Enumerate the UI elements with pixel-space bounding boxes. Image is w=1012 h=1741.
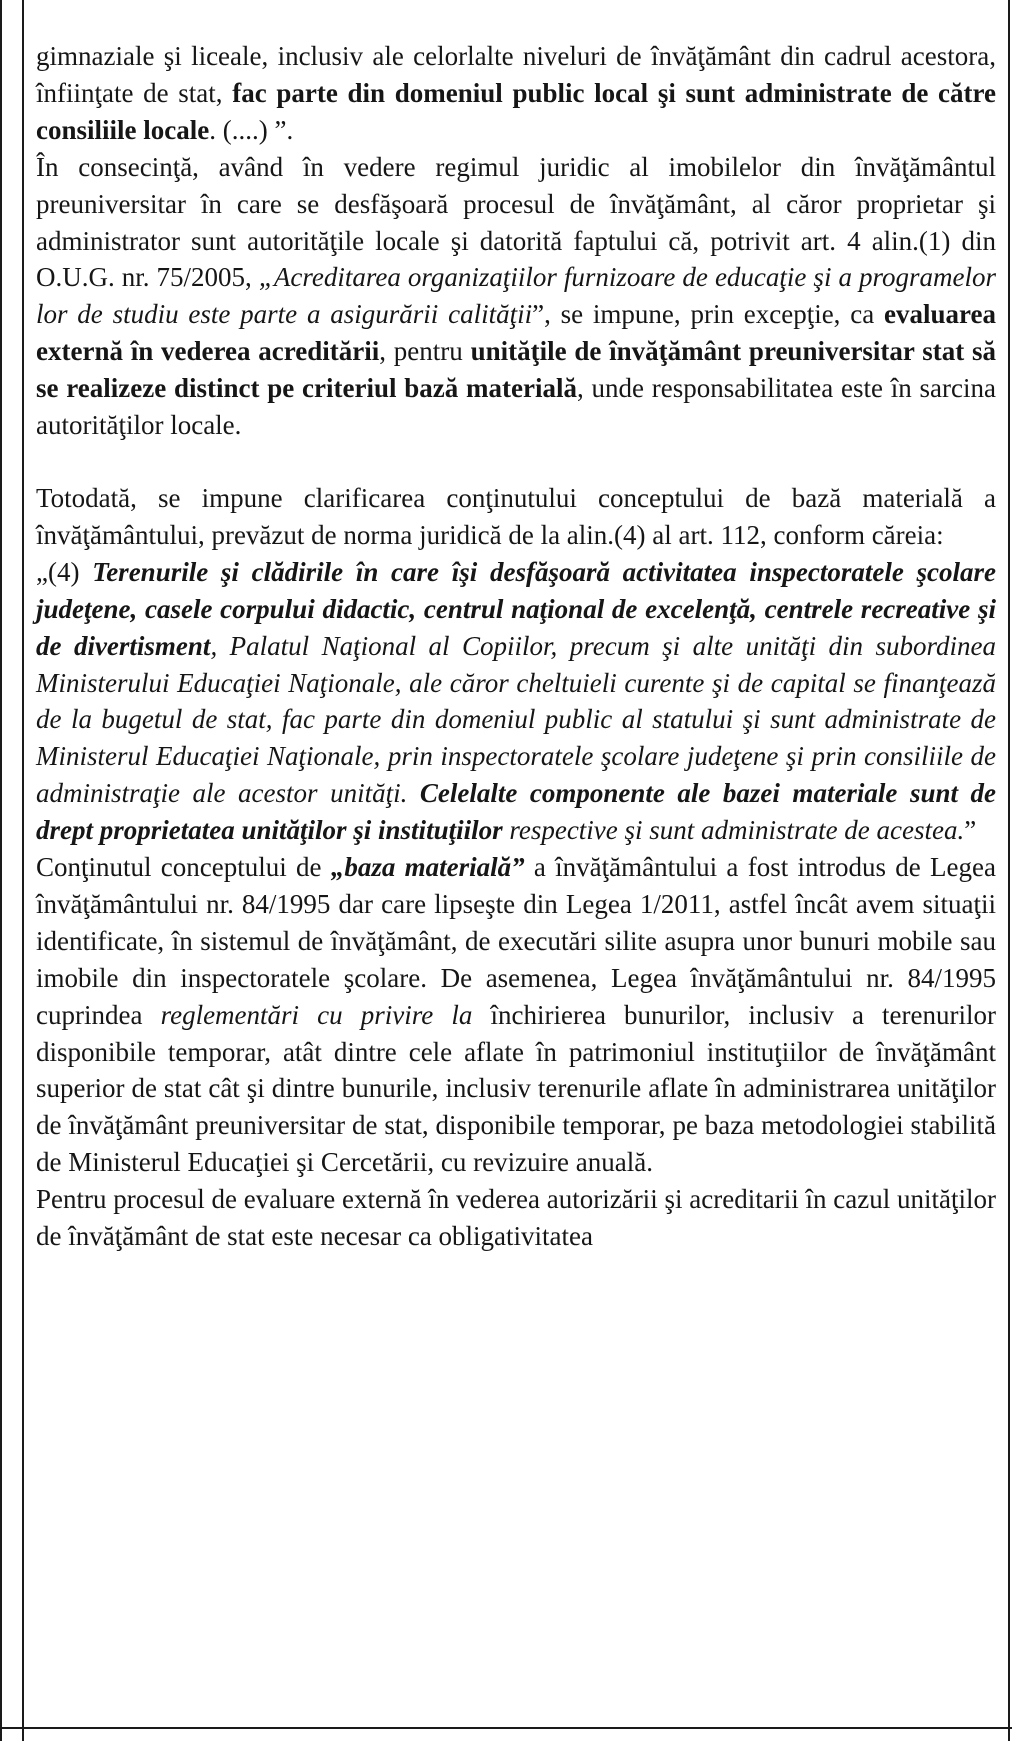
quote-close: ” xyxy=(964,815,977,846)
paragraph-2-text: În consecinţă, având în vedere regimul juridic al imobilelor din învăţământul preuniversitar în care se desfăşoară procesul de învăţământ, al căror proprietar şi administrator sunt autorităţile locale şi datorită faptului că, potrivit art. 4 alin.(1) din O.U.G. nr. 75/2005, xyxy=(36,151,996,293)
paragraph-5-text-3: închirierea bunurilor, inclusiv a terenurilor disponibile temporar, atât dintre cele aflate în patrimoniul instituţiilor de învăţământ superior de stat cât şi dintre bunurile, inclusiv terenurile aflate în administrarea unităţilor de învăţământ preuniversitar de stat, disponibile temporar, pe baza metodologiei stabilită de Ministerul Educaţiei şi Cercetării, cu revizuire anuală. xyxy=(36,999,997,1178)
paragraph-4-quote xyxy=(36,554,996,849)
quote-italic: , Palatul Naţional al Copiilor, precum şi alte unităţi din subordinea Ministerului Educaţiei Naţionale, ale căror cheltuieli curente şi de capital se finanţează de la bugetul de stat, fac parte din domeniul public al statului şi sunt administrate de Ministerul Educaţiei Naţionale, prin inspectoratele şcolare judeţene şi prin consiliile de administraţie ale acestor unităţi. xyxy=(36,630,996,809)
quote-bold-italic-2: Celelalte componente ale bazei materiale sunt de drept proprietatea unităţilor şi instituţiilor xyxy=(36,778,997,846)
quote-italic-end: respective şi sunt administrate de acestea. xyxy=(502,815,965,846)
paragraph-3: Totodată, se impune clarificarea conţinutului conceptului de bază materială a învăţământului, prevăzut de norma juridică de la alin.(4) al art. 112, conform căreia: xyxy=(36,482,996,550)
paragraph-1-text: gimnaziale şi liceale, inclusiv ale celorlalte niveluri de învăţământ din cadrul acestora, înfiinţate de stat, xyxy=(36,41,996,108)
quote-open: „(4) xyxy=(36,556,93,587)
paragraph-5 xyxy=(36,849,996,1181)
left-margin-line xyxy=(0,0,2,1741)
paragraph-2-text-2: ”, se impune, prin excepţie, ca xyxy=(532,299,885,330)
paragraph-2-quote: „Acreditarea organizaţiilor furnizoare de educaţie şi a programelor lor de studiu este parte a asigurării calităţii xyxy=(36,262,997,330)
paragraph-2 xyxy=(36,149,996,444)
paragraph-6: Pentru procesul de evaluare externă în vederea autorizării şi acreditarii în cazul unităţilor de învăţământ de stat este necesar ca obligativitatea xyxy=(36,1184,996,1252)
paragraph-5-text-2: a învăţământului a fost introdus de Legea învăţământului nr. 84/1995 dar care lipseşte din Legea 1/2011, astfel încât avem situaţii identificate, în sistemul de învăţământ, de executări silite asupra unor bunuri mobile sau imobile din inspectoratele şcolare. De asemenea, Legea învăţământului nr. 84/1995 cuprindea xyxy=(36,852,996,1030)
paragraph-5-text: Conţinutul conceptului de xyxy=(36,852,331,883)
paragraph-5-term: „baza materială” xyxy=(330,852,525,883)
paragraph-gap xyxy=(36,444,996,480)
document-body xyxy=(36,38,996,1255)
table-border-right xyxy=(1008,0,1010,1741)
quote-bold-italic-1: Terenurile şi clădirile în care îşi desfăşoară activitatea inspectoratele şcolare judeţene, casele corpului didactic, centrul naţional de excelenţă, centrele recreative şi de divertisment xyxy=(36,556,997,661)
paragraph-2-bold-2: unităţile de învăţământ preuniversitar stat să se realizeze distinct pe criteriul bază materială xyxy=(36,336,996,404)
paragraph-2-text-3: , pentru xyxy=(379,336,471,367)
paragraph-1-end: . (....) ”. xyxy=(209,114,294,145)
paragraph-5-italic: reglementări cu privire la xyxy=(160,999,473,1030)
table-border-bottom xyxy=(0,1727,1012,1729)
table-border-left xyxy=(22,0,24,1741)
paragraph-1-bold: fac parte din domeniul public local şi sunt administrate de către consiliile locale xyxy=(36,77,996,145)
paragraph-2-end: , unde responsabilitatea este în sarcina autorităţilor locale. xyxy=(36,373,996,441)
paragraph-2-bold-1: evaluarea externă în vederea acreditării xyxy=(36,299,996,367)
paragraph-1 xyxy=(36,38,996,149)
